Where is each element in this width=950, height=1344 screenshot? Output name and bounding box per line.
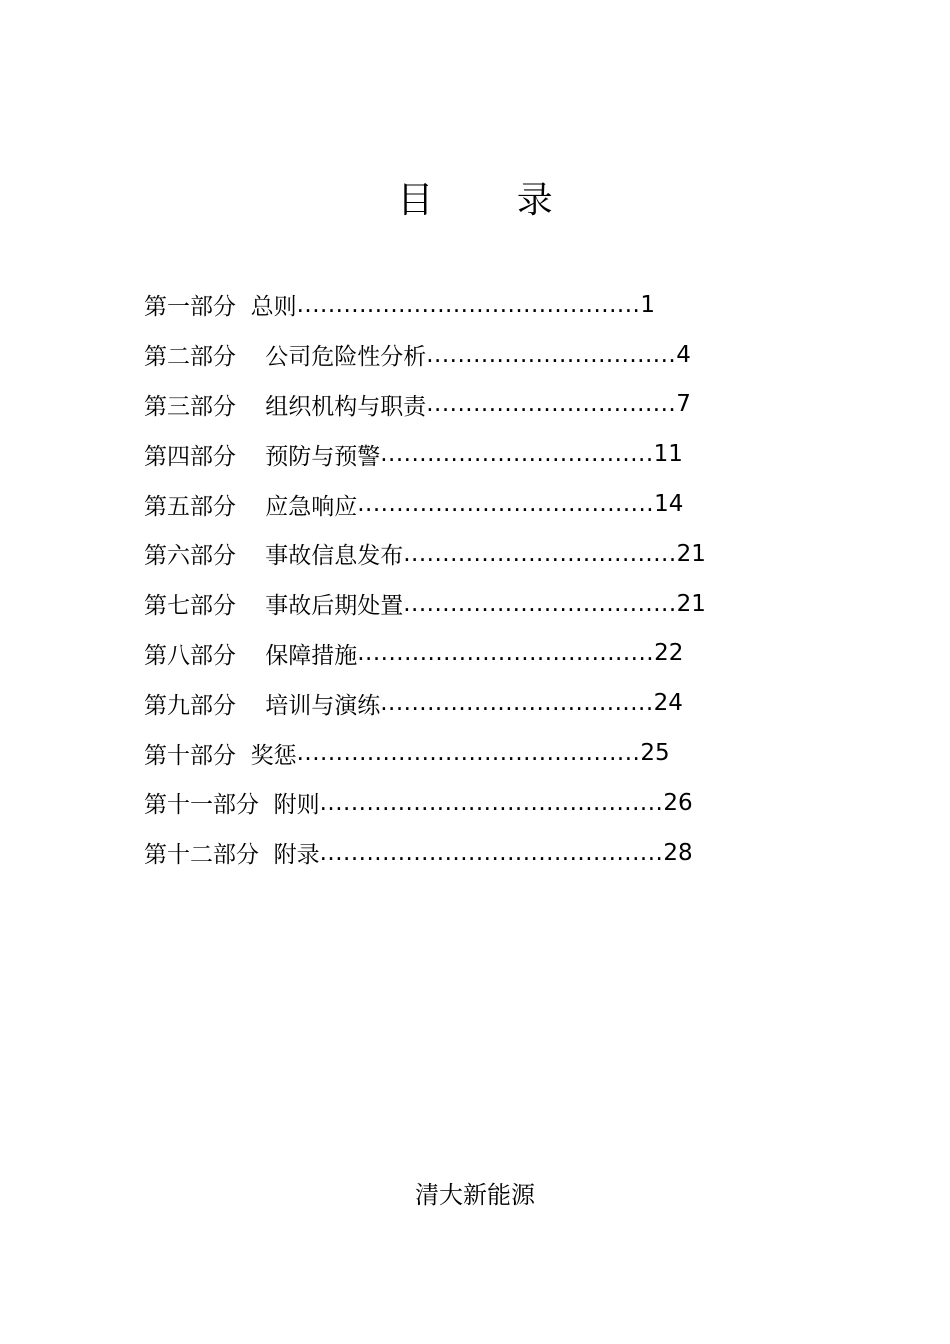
- toc-section-title: 预防与预警: [265, 443, 381, 470]
- toc-gap: [236, 391, 265, 417]
- toc-leader-dots: ...................................: [380, 690, 654, 717]
- toc-leader-dots: ............................................: [296, 740, 641, 767]
- toc-section-title: 应急响应: [265, 493, 358, 520]
- toc-entry: [144, 728, 764, 778]
- toc-gap: [259, 840, 274, 866]
- toc-section-title: 组织机构与职责: [265, 393, 427, 420]
- toc-entry: [144, 429, 764, 479]
- toc-gap: [236, 690, 265, 716]
- toc-section-title: 事故后期处置: [265, 593, 404, 620]
- toc-page-number: 28: [663, 839, 693, 866]
- toc-part-label: 第一部分: [144, 294, 236, 321]
- toc-part-label: 第七部分: [144, 593, 236, 620]
- toc-entry: [144, 828, 764, 878]
- toc-section-title: 公司危险性分析: [265, 344, 427, 371]
- toc-part-label: 第四部分: [144, 443, 236, 470]
- toc-section-title: 奖惩: [250, 742, 297, 769]
- toc-gap: [236, 342, 265, 368]
- toc-part-label: 第二部分: [144, 344, 236, 371]
- toc-page-number: 4: [676, 341, 691, 368]
- toc-leader-dots: ...................................: [403, 590, 677, 617]
- toc-leader-dots: ......................................: [357, 640, 655, 667]
- toc-page-number: 11: [653, 441, 683, 468]
- toc-page-number: 25: [640, 740, 670, 767]
- toc-part-label: 第八部分: [144, 642, 236, 669]
- toc-page-number: 21: [676, 590, 706, 617]
- toc-entry: [144, 380, 764, 430]
- toc-entry: [144, 479, 764, 529]
- toc-gap: [236, 491, 265, 517]
- toc-title: 目 录: [397, 180, 589, 221]
- toc-entry: [144, 330, 764, 380]
- toc-part-label: 第三部分: [144, 393, 236, 420]
- toc-part-label: 第十一部分: [144, 792, 259, 819]
- toc-leader-dots: ............................................: [296, 291, 641, 318]
- toc-section-title: 附则: [273, 792, 320, 819]
- toc-list: [144, 280, 764, 878]
- toc-gap: [236, 292, 251, 318]
- toc-page-number: 26: [663, 789, 693, 816]
- toc-leader-dots: ...................................: [380, 441, 654, 468]
- toc-section-title: 附录: [273, 842, 320, 869]
- toc-leader-dots: ................................: [426, 391, 677, 418]
- toc-gap: [236, 591, 265, 617]
- toc-part-label: 第五部分: [144, 493, 236, 520]
- toc-part-label: 第六部分: [144, 543, 236, 570]
- toc-gap: [236, 640, 265, 666]
- toc-leader-dots: ...................................: [403, 540, 677, 567]
- toc-section-title: 培训与演练: [265, 692, 381, 719]
- toc-part-label: 第十部分: [144, 742, 236, 769]
- toc-leader-dots: ................................: [426, 341, 677, 368]
- page-footer: 清大新能源: [415, 1181, 535, 1209]
- toc-leader-dots: ......................................: [357, 491, 655, 518]
- toc-page-number: 7: [676, 391, 691, 418]
- toc-section-title: 事故信息发布: [265, 543, 404, 570]
- toc-page-number: 14: [654, 491, 684, 518]
- toc-entry: [144, 678, 764, 728]
- toc-section-title: 保障措施: [265, 642, 358, 669]
- toc-entry: [144, 529, 764, 579]
- toc-gap: [236, 441, 265, 467]
- toc-entry: [144, 778, 764, 828]
- toc-gap: [259, 790, 274, 816]
- toc-part-label: 第九部分: [144, 692, 236, 719]
- toc-page-number: 21: [676, 540, 706, 567]
- toc-section-title: 总则: [250, 294, 297, 321]
- toc-gap: [236, 541, 265, 567]
- toc-entry: [144, 629, 764, 679]
- toc-entry: [144, 280, 764, 330]
- toc-page-number: 1: [640, 291, 655, 318]
- toc-gap: [236, 740, 251, 766]
- toc-leader-dots: ............................................: [319, 839, 664, 866]
- toc-page-number: 24: [653, 690, 683, 717]
- toc-leader-dots: ............................................: [319, 789, 664, 816]
- toc-part-label: 第十二部分: [144, 842, 259, 869]
- toc-entry: [144, 579, 764, 629]
- toc-page-number: 22: [654, 640, 684, 667]
